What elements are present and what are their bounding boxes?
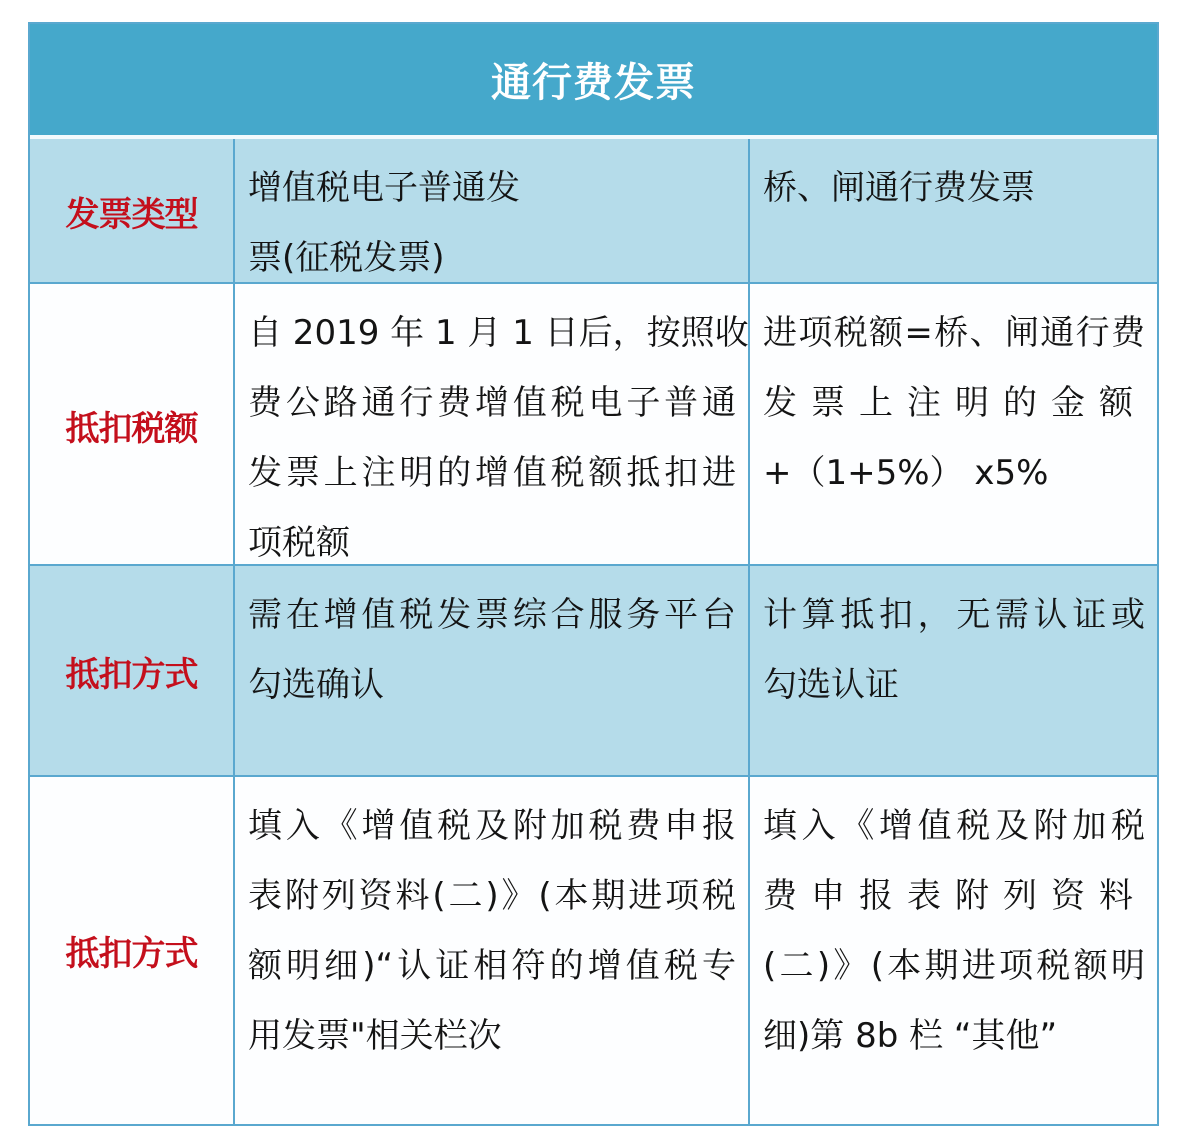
row-label-text: 抵扣方式 [65,934,198,974]
row-label-text: 抵扣方式 [65,655,198,695]
cell-line: 费公路通行费增值税电子普通 [248,383,736,423]
toll-invoice-table [28,22,1159,1126]
row-label-text: 抵扣税额 [65,408,198,449]
cell-line: 发票上注明的金额 [763,383,1147,423]
table-row-deduction-filing [30,775,1157,1124]
bridge-gate-invoice-cell [748,777,1157,1124]
vat-electronic-invoice-cell [233,566,748,777]
cell-line: 自 2019 年 1 月 1 日后，按照收 [248,313,749,353]
cell-line: 勾选确认 [248,665,384,705]
table-row-deductible-tax [30,282,1157,566]
cell-line: 勾选认证 [763,665,899,705]
vat-electronic-invoice-cell [233,139,748,284]
vat-electronic-invoice-cell [233,284,748,566]
cell-line: 计算抵扣，无需认证或 [763,595,1145,635]
row-label [30,139,233,284]
cell-line: 填入《增值税及附加税 [763,806,1145,846]
row-label [30,777,233,1124]
cell-line: (二)》(本期进项税额明 [763,946,1145,986]
cell-line: 费申报表附列资料 [763,876,1145,916]
row-label [30,566,233,777]
cell-line: 发票上注明的增值税额抵扣进 [248,453,736,493]
bridge-gate-invoice-cell [748,139,1157,284]
cell-line: 进项税额=桥、闸通行费 [763,313,1145,353]
cell-line: 填入《增值税及附加税费申报 [248,806,736,846]
row-label [30,284,233,566]
table-row-invoice-type [30,139,1157,284]
cell-line: 项税额 [248,523,350,563]
table-row-deduction-method [30,564,1157,777]
cell-line: 需在增值税发票综合服务平台 [248,595,736,635]
bridge-gate-invoice-cell [748,284,1157,566]
row-label-text: 发票类型 [65,195,198,235]
cell-line: 细)第 8b 栏 “其他” [763,1016,1058,1056]
table-title [30,24,1157,135]
cell-line: 桥、闸通行费发票 [763,168,1035,208]
table-title-text: 通行费发票 [491,60,696,106]
vat-electronic-invoice-cell [233,777,748,1124]
cell-line: +（1+5%） x5% [763,453,1049,493]
cell-line: 额明细)“认证相符的增值税专 [248,946,736,986]
cell-line: 票(征税发票) [248,238,445,278]
bridge-gate-invoice-cell [748,566,1157,777]
cell-line: 表附列资料(二)》(本期进项税 [248,876,736,916]
cell-line: 用发票"相关栏次 [248,1016,502,1056]
cell-line: 增值税电子普通发 [248,168,520,208]
